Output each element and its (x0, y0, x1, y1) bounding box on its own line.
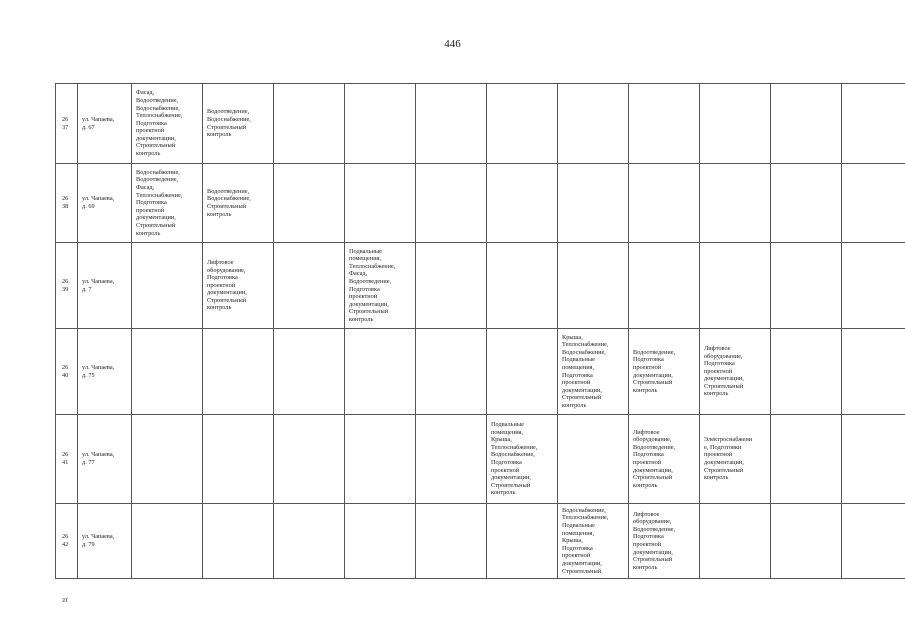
work-cell-line: проектной (491, 466, 520, 474)
work-cell-line: Строительный (633, 556, 673, 564)
work-cell (345, 243, 416, 329)
work-cell (700, 329, 771, 415)
work-cell-line: проектной (562, 379, 591, 387)
address-cell (78, 164, 132, 243)
work-cell-line: помещения, (349, 255, 382, 263)
work-cell (700, 415, 771, 504)
work-cell-line: Подвальные (562, 522, 595, 530)
address-cell (78, 84, 132, 164)
work-cell (416, 329, 487, 415)
work-cell-line: Строительный (207, 123, 247, 131)
footer-mark: зт (62, 596, 68, 604)
work-cell-line: проектной (633, 541, 662, 548)
work-cell-line: Подготовка (349, 285, 380, 293)
work-cell-line: Подвальные (349, 247, 382, 255)
work-cell-line: Строительный (704, 382, 744, 390)
work-cell (203, 329, 274, 415)
work-cell-line: Подготовка (491, 459, 522, 466)
work-cell (416, 84, 487, 164)
work-cell (629, 84, 700, 164)
row-number (56, 415, 78, 504)
row-number-line: 26 (62, 195, 69, 203)
work-cell-line: контроль (136, 150, 161, 158)
work-cell-line: контроль (207, 304, 232, 312)
work-cell (558, 243, 629, 329)
work-cell-line: контроль (704, 390, 729, 398)
work-cell-line: е, Подготовки (704, 443, 742, 451)
work-cell (416, 415, 487, 504)
work-cell-line: Строительный (349, 308, 389, 316)
work-cell (700, 164, 771, 243)
work-cell-line: Подготовка (633, 533, 664, 541)
work-cell-line: Подготовка (633, 451, 664, 459)
work-cell (558, 329, 629, 415)
work-cell (274, 329, 345, 415)
work-cell-line: контроль (562, 401, 587, 409)
work-cell-line: контроль (207, 131, 232, 139)
work-cell-line: контроль (491, 489, 516, 497)
work-cell-line: контроль (704, 474, 729, 482)
address-cell-line: ул. Чапаева, (82, 451, 115, 459)
work-cell (274, 243, 345, 329)
work-cell-line: проектной (704, 367, 733, 375)
work-cell-line: документации, (136, 214, 176, 222)
work-cell-line: проектной (136, 206, 165, 214)
work-cell-line: проектной (633, 459, 662, 466)
work-cell (842, 243, 905, 329)
work-cell-line: документации, (633, 548, 673, 556)
work-cell-line: проектной (704, 451, 733, 459)
work-cell-line: Водоотведение, (136, 96, 179, 104)
address-cell (78, 329, 132, 415)
address-cell (78, 504, 132, 579)
work-cell (203, 84, 274, 164)
work-cell (416, 164, 487, 243)
work-cell-line: документации, (704, 375, 744, 383)
work-cell (629, 243, 700, 329)
work-cell-line: Водоснабжение, (562, 506, 606, 514)
work-cell (487, 164, 558, 243)
address-cell-line: д. 75 (82, 371, 95, 379)
work-cell (203, 504, 274, 579)
work-cell-line: оборудование, (704, 352, 743, 360)
work-cell-line: Строительный (136, 221, 176, 229)
row-number-line: 37 (62, 123, 69, 131)
work-cell (274, 415, 345, 504)
work-cell-line: документации, (562, 386, 602, 394)
work-cell (842, 415, 905, 504)
work-cell (132, 329, 203, 415)
work-cell (771, 504, 842, 579)
row-number-line: 40 (62, 371, 69, 379)
row-number-line: 38 (62, 203, 69, 210)
table-row (56, 415, 905, 504)
work-cell-line: оборудование, (633, 436, 672, 444)
work-cell-line: контроль (633, 563, 658, 571)
work-cell-line: Водоснабжение, (491, 451, 535, 459)
work-cell (700, 504, 771, 579)
address-cell-line: д. 67 (82, 123, 95, 131)
address-cell-line: д. 79 (82, 541, 95, 548)
work-cell-line: контроль (349, 315, 374, 323)
row-number (56, 243, 78, 329)
work-cell-line: Лифтовое (633, 510, 660, 518)
work-cell (274, 84, 345, 164)
work-cell (345, 84, 416, 164)
work-cell-line: контроль (136, 229, 161, 237)
work-cell-line: проектной (207, 281, 236, 289)
work-cell (132, 84, 203, 164)
row-number-line: 26 (62, 451, 69, 459)
work-cell (842, 84, 905, 164)
work-cell-line: документации, (136, 134, 176, 142)
table-row (56, 504, 905, 579)
work-cell (629, 504, 700, 579)
work-cell (132, 164, 203, 243)
work-cell-line: Лифтовое (633, 428, 660, 436)
table-row (56, 164, 905, 243)
work-cell-line: Подготовка (136, 199, 167, 207)
work-cell (487, 504, 558, 579)
work-cell-line: Подготовка (704, 360, 735, 368)
work-cell (274, 164, 345, 243)
work-cell (629, 415, 700, 504)
row-number (56, 164, 78, 243)
work-cell-line: Фасад, (349, 270, 368, 278)
work-cell-line: оборудование, (633, 518, 672, 526)
work-cell (558, 415, 629, 504)
work-cell-line: проектной (562, 552, 591, 560)
work-cell (700, 84, 771, 164)
row-number (56, 504, 78, 579)
work-cell (771, 164, 842, 243)
work-cell-line: помещения, (491, 428, 524, 436)
work-cell-line: Водоснабжение, (136, 104, 180, 112)
work-cell-line: Подготовка (207, 274, 238, 282)
work-cell-line: Строительный (207, 296, 247, 304)
work-cell (842, 504, 905, 579)
work-cell-line: Фасад, (136, 184, 155, 192)
work-cell-line: Крыша, (491, 436, 512, 444)
work-cell (629, 164, 700, 243)
work-cell-line: документации, (704, 459, 744, 466)
address-cell (78, 243, 132, 329)
row-number-line: 41 (62, 459, 69, 466)
work-cell (558, 164, 629, 243)
work-cell (132, 504, 203, 579)
work-cell-line: Водоотведение, (633, 348, 676, 356)
row-number-line: 26 (62, 277, 69, 285)
work-cell-line: Водоснабжение, (562, 348, 606, 356)
work-cell-line: Лифтовое (704, 344, 731, 352)
work-cell (487, 329, 558, 415)
row-number-line: 42 (62, 541, 69, 548)
work-cell-line: документации, (491, 474, 531, 482)
address-cell-line: д. 77 (82, 459, 95, 466)
work-cell (842, 164, 905, 243)
address-cell-line: ул. Чапаева, (82, 115, 115, 123)
work-cell-line: Строительный (704, 466, 744, 474)
work-cell-line: Теплоснабжение, (562, 514, 609, 522)
row-number-line: 26 (62, 115, 69, 123)
address-cell-line: ул. Чапаева, (82, 363, 115, 371)
work-cell-line: контроль (633, 386, 658, 394)
row-number-line: 26 (62, 363, 69, 371)
work-cell-line: Подвальные (562, 356, 595, 364)
work-cell-line: помещения, (562, 529, 595, 537)
work-cell-line: Строительный (491, 481, 531, 489)
work-cell (345, 164, 416, 243)
work-cell-line: Водоотведение, (207, 108, 250, 116)
work-cell-line: Строительный (633, 379, 673, 387)
work-cell (487, 415, 558, 504)
work-cell-line: Подвальные (491, 421, 524, 429)
work-cell-line: Водоотведение, (136, 176, 179, 184)
work-cell-line: Подготовка (562, 544, 593, 552)
address-cell-line: ул. Чапаева, (82, 195, 115, 203)
address-cell-line: ул. Чапаева, (82, 533, 115, 541)
work-cell-line: Строительный (633, 474, 673, 482)
row-number (56, 84, 78, 164)
work-cell (132, 243, 203, 329)
work-cell-line: Водоснабжение, (136, 168, 180, 176)
work-cell-line: документации, (633, 466, 673, 474)
row-number-line: 26 (62, 533, 69, 541)
work-cell (558, 84, 629, 164)
address-cell-line: ул. Чапаева, (82, 277, 115, 285)
work-cell-line: Теплоснабжение, (136, 191, 183, 199)
work-cell-line: Лифтовое (207, 258, 234, 266)
work-cell (203, 415, 274, 504)
work-cell-line: оборудование, (207, 266, 246, 274)
work-cell (203, 164, 274, 243)
row-number (56, 329, 78, 415)
work-cell-line: документации, (207, 289, 247, 297)
work-cell (629, 329, 700, 415)
work-cell (274, 504, 345, 579)
work-cell (416, 504, 487, 579)
work-cell (842, 329, 905, 415)
work-cell (771, 415, 842, 504)
work-cell (132, 415, 203, 504)
work-cell-line: документации, (633, 371, 673, 379)
table-row (56, 84, 905, 164)
work-cell (771, 243, 842, 329)
address-cell-line: д. 7 (82, 285, 92, 293)
work-cell (203, 243, 274, 329)
work-cell (345, 415, 416, 504)
work-cell-line: Фасад, (136, 89, 155, 97)
work-cell-line: Строительный (136, 142, 176, 150)
work-cell-line: Строительный (207, 203, 247, 210)
work-cell (345, 329, 416, 415)
work-cell-line: Подготовка (136, 119, 167, 127)
work-cell-line: проектной (136, 127, 165, 135)
work-cell-line: Водоотведение, (633, 525, 676, 533)
work-cell (487, 243, 558, 329)
table-row (56, 329, 905, 415)
row-number-line: 39 (62, 285, 69, 293)
work-cell-line: Водоснабжение, (207, 115, 251, 123)
work-cell (771, 84, 842, 164)
work-cell-line: Водоотведение, (633, 443, 676, 451)
work-cell-line: Теплоснабжение, (349, 262, 396, 270)
work-cell-line: Крыша, (562, 333, 583, 341)
work-cell (345, 504, 416, 579)
work-cell-line: Водоотведение, (349, 277, 392, 285)
work-cell-line: Теплоснабжение, (136, 112, 183, 120)
work-cell (416, 243, 487, 329)
work-cell (771, 329, 842, 415)
work-cell-line: Теплоснабжение, (562, 341, 609, 349)
work-cell-line: Подготовка (562, 371, 593, 379)
work-cell (700, 243, 771, 329)
address-cell (78, 415, 132, 504)
work-cell (487, 84, 558, 164)
table-row (56, 243, 905, 329)
work-cell-line: документации, (349, 300, 389, 308)
work-cell-line: помещения, (562, 363, 595, 371)
work-cell-line: проектной (633, 363, 662, 371)
work-cell-line: Подготовка (633, 356, 664, 364)
work-cell-line: контроль (207, 210, 232, 218)
repair-schedule-table (55, 83, 905, 579)
table-body (56, 84, 905, 579)
work-cell (558, 504, 629, 579)
work-cell-line: Строительный (562, 394, 602, 402)
work-cell-line: Строительный (562, 567, 602, 575)
work-cell-line: Водоотведение, (207, 187, 250, 195)
work-cell-line: Крыша, (562, 537, 583, 545)
work-cell-line: проектной (349, 293, 378, 301)
work-cell-line: Электроснабжени (704, 436, 753, 444)
work-cell-line: Водоснабжение, (207, 195, 251, 203)
address-cell-line: д. 69 (82, 203, 95, 210)
page-number: 446 (444, 38, 461, 50)
work-cell-line: документации, (562, 559, 602, 567)
work-cell-line: контроль (633, 481, 658, 489)
work-cell-line: Теплоснабжение, (491, 443, 538, 451)
